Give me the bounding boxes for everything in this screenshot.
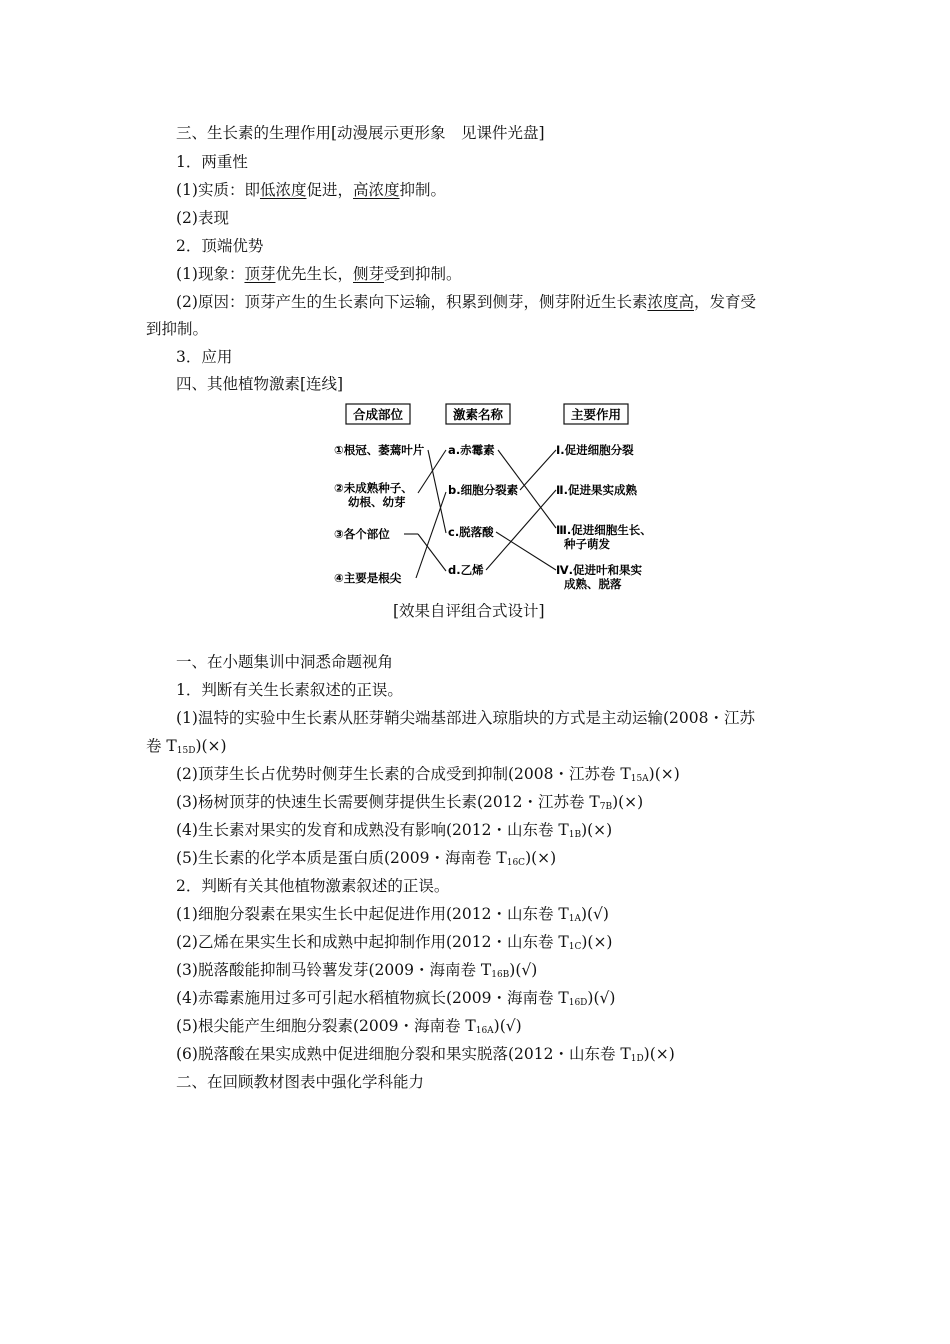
q1-item-1-cont: 卷 $T_{15D})(\times)$ (146, 737, 227, 756)
link-d-II (486, 490, 556, 570)
function-3-cont: 种子萌发 (564, 537, 610, 551)
site-3: ③各个部位 (334, 527, 390, 541)
q2-item-2: (2)乙烯在果实生长和成熟中起抑制作用(2012・山东卷 $T_{1C})(\times)$ (176, 933, 613, 952)
function-5-cont: 成熟、脱落 (564, 577, 622, 591)
q1-item-3: (3)杨树顶芽的快速生长需要侧芽提供生长素(2012・江苏卷 $T_{7B})(\times)$ (176, 793, 644, 812)
section3-title: 三、生长素的生理作用[动漫展示更形象 见课件光盘] (176, 124, 545, 142)
hormone-d: d.乙烯 (448, 563, 484, 577)
high-concentration: 高浓度 (353, 181, 400, 199)
site-2-cont: 幼根、幼芽 (348, 495, 406, 509)
header-function: 主要作用 (570, 407, 622, 422)
lateral-bud: 侧芽 (353, 265, 385, 283)
hormone-matching-diagram (320, 400, 660, 600)
function-1: Ⅰ.促进细胞分裂 (556, 443, 634, 457)
q1-item-5: (5)生长素的化学本质是蛋白质(2009・海南卷 $T_{16C})(\times)$ (176, 849, 557, 868)
essence-line: (1)实质：即低浓度促进，高浓度抑制。 (176, 181, 447, 199)
item-apical-dominance: 2．顶端优势 (176, 237, 264, 255)
function-3: Ⅲ.促进细胞生长、 (556, 523, 652, 537)
header-site: 合成部位 (352, 407, 404, 422)
header-hormone: 激素名称 (452, 407, 504, 422)
low-concentration: 低浓度 (259, 181, 307, 199)
part1-title: 一、在小题集训中洞悉命题视角 (176, 653, 394, 671)
part2-title: 二、在回顾教材图表中强化学科能力 (176, 1073, 425, 1091)
hormone-a: a.赤霉素 (448, 443, 495, 457)
link-site3-d (418, 534, 446, 571)
function-4: Ⅳ.促进叶和果实 (556, 563, 643, 577)
q2-item-5: (5)根尖能产生细胞分裂素(2009・海南卷 $T_{16A})(√)$ (176, 1017, 522, 1036)
q1-item-4: (4)生长素对果实的发育和成熟没有影响(2012・山东卷 $T_{1B})(\times)$ (176, 821, 613, 840)
q1-item-2: (2)顶芽生长占优势时侧芽生长素的合成受到抑制(2008・江苏卷 $T_{15A})(\times)$ (176, 765, 680, 784)
site-1: ①根冠、萎蔫叶片 (334, 443, 425, 457)
question-2: 2．判断有关其他植物激素叙述的正误。 (176, 877, 450, 895)
item-duality: 1．两重性 (176, 153, 248, 171)
q2-item-6: (6)脱落酸在果实成熟中促进细胞分裂和果实脱落(2012・山东卷 $T_{1D})(\times)$ (176, 1045, 675, 1064)
link-b-I (520, 450, 556, 490)
site-2: ②未成熟种子、 (334, 481, 413, 495)
function-2: Ⅱ.促进果实成熟 (556, 483, 637, 497)
apical-bud: 顶芽 (244, 265, 276, 283)
site-4: ④主要是根尖 (334, 571, 402, 585)
section4-title: 四、其他植物激素[连线] (176, 375, 344, 393)
manifestation-line: (2)表现 (176, 209, 229, 227)
q1-item-1: (1)温特的实验中生长素从胚芽鞘尖端基部进入琼脂块的方式是主动运输(2008・江苏 (176, 709, 755, 727)
question-1: 1．判断有关生长素叙述的正误。 (176, 681, 403, 699)
diagram-caption: [效果自评组合式设计] (393, 602, 545, 620)
q2-item-3: (3)脱落酸能抑制马铃薯发芽(2009・海南卷 $T_{16B})(√)$ (176, 961, 538, 980)
q2-item-1: (1)细胞分裂素在果实生长中起促进作用(2012・山东卷 $T_{1A})(√)$ (176, 905, 609, 924)
q2-item-4: (4)赤霉素施用过多可引起水稻植物疯长(2009・海南卷 $T_{16D})(√)$ (176, 989, 616, 1008)
hormone-b: b.细胞分裂素 (448, 483, 519, 497)
link-site1-c (428, 450, 446, 533)
item-application: 3．应用 (176, 348, 233, 366)
link-c-IV (496, 532, 556, 570)
phenomenon-line: (1)现象：顶芽优先生长，侧芽受到抑制。 (176, 265, 462, 283)
reason-line-cont: 到抑制。 (146, 320, 209, 338)
hormone-c: c.脱落酸 (448, 525, 494, 539)
reason-line: (2)原因：顶芽产生的生长素向下运输，积累到侧芽，侧芽附近生长素浓度高，发育受 (176, 293, 756, 311)
high-concentration-2: 浓度高 (647, 293, 694, 311)
